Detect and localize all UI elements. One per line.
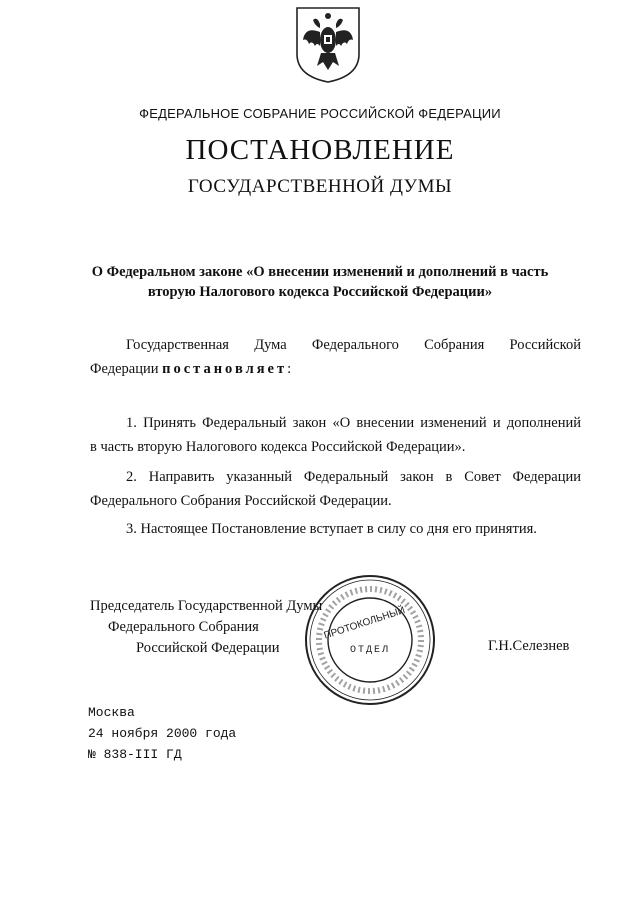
heading-line: О Федеральном законе «О внесении изменений и дополнений в часть [91,264,549,280]
item-line: Федерального Собрания Российской Федерации. [90,493,392,509]
intro-paragraph [90,333,581,381]
intro-line: Государственная Дума Федерального Собрания Российской [126,337,581,353]
intro-text: Федерации [90,361,163,377]
heading-line: вторую Налогового кодекса Российской Федерации» [147,284,493,300]
document-number: № 838-III ГД [88,747,182,762]
item-line: в часть вторую Налогового кодекса Российской Федерации». [90,439,466,455]
item-line: 2. Направить указанный Федеральный закон в Совет Федерации [126,469,581,485]
document-title: ПОСТАНОВЛЕНИЕ [185,134,455,166]
city: Москва [88,705,135,720]
coat-of-arms-icon [293,4,363,84]
item-line: 3. Настоящее Постановление вступает в силу со дня его принятия. [126,521,537,537]
place-date-number [88,702,236,765]
resolution-item [90,517,581,541]
resolution-item [90,465,581,513]
resolution-heading [90,262,550,302]
intro-line [90,357,581,381]
date: 24 ноября 2000 года [88,726,237,741]
signatory-name: Г.Н.Селезнев [488,638,570,654]
stamp-text: ПРОТОКОЛЬНЫЙ [322,605,407,642]
signatory-position [90,596,330,659]
position-line: Федерального Собрания [108,619,259,635]
resolution-item [90,411,581,459]
round-stamp [300,570,440,710]
document-subtitle: ГОСУДАРСТВЕННОЙ ДУМЫ [187,176,453,197]
position-line: Российской Федерации [136,640,280,656]
stamp-text: ОТДЕЛ [349,645,391,656]
item-line: 1. Принять Федеральный закон «О внесении изменений и дополнений [126,415,581,431]
assembly-name: ФЕДЕРАЛЬНОЕ СОБРАНИЕ РОССИЙСКОЙ ФЕДЕРАЦИИ [139,106,501,121]
resolution-verb: постановляет [162,361,288,377]
position-line: Председатель Государственной Думы [90,598,323,614]
intro-colon: : [287,361,292,377]
